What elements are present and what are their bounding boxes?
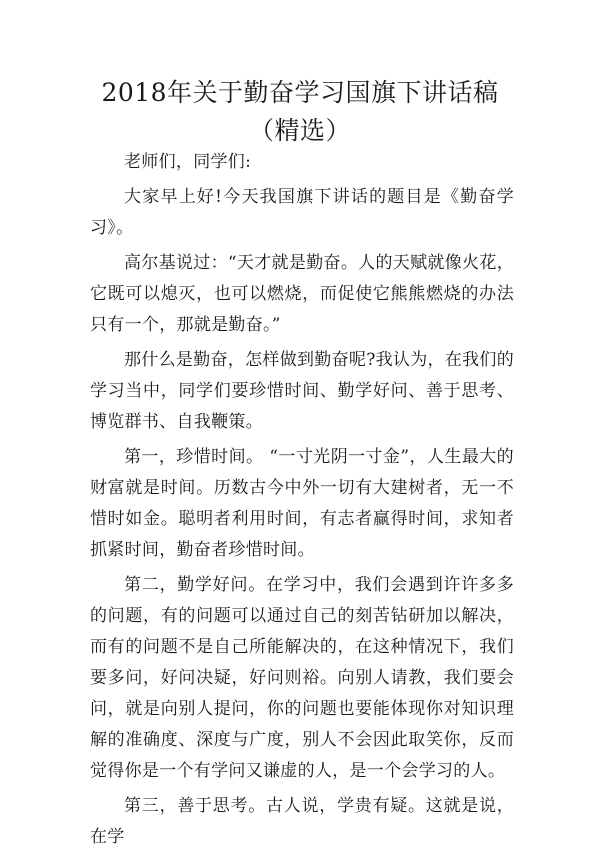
paragraph-point-one: 第一，珍惜时间。 “一寸光阴一寸金”，人生最大的财富就是时间。历数古今中外一切有大建树者，无一不惜时如金。聪明者利用时间，有志者赢得时间，求知者抓紧时间，勤奋者珍惜时间。 xyxy=(90,447,514,560)
paragraph-point-three: 第三，善于思考。古人说，学贵有疑。这就是说，在学 xyxy=(90,796,514,847)
paragraph-question: 那什么是勤奋，怎样做到勤奋呢?我认为，在我们的学习当中，同学们要珍惜时间、勤学好问、善于思考、博览群书、自我鞭策。 xyxy=(90,350,515,432)
document-title: 2018年关于勤奋学习国旗下讲话稿（精选） xyxy=(101,78,499,145)
paragraph-quote: 高尔基说过：“天才就是勤奋。人的天赋就像火花，它既可以熄灭，也可以燃烧，而促使它熊熊燃烧的办法只有一个，那就是勤奋。” xyxy=(90,253,514,335)
paragraph-point-two: 第二，勤学好问。在学习中，我们会遇到许许多多的问题，有的问题可以通过自己的刻苦钻研加以解决，而有的问题不是自己所能解决的，在这种情况下，我们要多问，好问决疑，好问则裕。向别人请教，我们要会问，就是向别人提问，你的问题也要能体现你对知识理解的准确度、深度与广度，别人不会因此取笑你，反而觉得你是一个有学问又谦虚的人，是一个会学习的人。 xyxy=(90,575,514,781)
paragraph-intro: 大家早上好!今天我国旗下讲话的题目是《勤奋学习》。 xyxy=(90,187,514,238)
paragraph-greeting: 老师们，同学们: xyxy=(124,152,252,172)
document-body xyxy=(90,147,514,857)
